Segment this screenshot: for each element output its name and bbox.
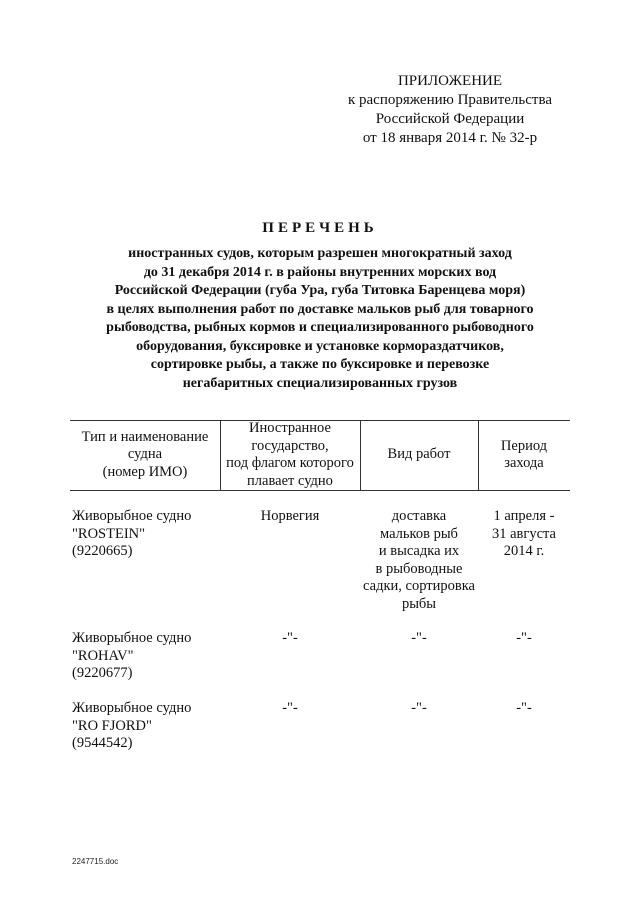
work-line: и высадка их xyxy=(378,543,460,559)
table-row-vessel xyxy=(72,700,220,753)
ditto-mark: -"- xyxy=(282,700,298,716)
annex-block xyxy=(340,72,560,148)
vessel-type: Живорыбное судно xyxy=(72,630,192,646)
vessel-imo: (9544542) xyxy=(72,735,133,751)
header-line: Период xyxy=(500,437,548,454)
period-line: 2014 г. xyxy=(503,543,545,559)
header-line: Иностранное xyxy=(249,420,331,436)
vessel-imo: (9220665) xyxy=(72,543,133,559)
work-line: доставка xyxy=(391,508,447,524)
vessel-name: "RO FJORD" xyxy=(72,717,152,734)
vessel-type: Живорыбное судно xyxy=(72,700,192,716)
table-row-work xyxy=(360,630,478,648)
header-period xyxy=(478,420,570,490)
header-vessel xyxy=(70,420,220,490)
header-line: (номер ИМО) xyxy=(102,463,188,480)
subtitle-line: иностранных судов, которым разрешен многократный заход xyxy=(128,246,512,261)
work-line: садки, сортировка xyxy=(363,578,475,594)
vessel-imo: (9220677) xyxy=(72,665,133,681)
annex-line: Российской Федерации xyxy=(375,111,525,127)
subtitle-line: в целях выполнения работ по доставке мальков рыб для товарного xyxy=(106,301,534,317)
subtitle-line: сортировке рыбы, а также по буксировке и перевозке xyxy=(150,357,490,372)
document-title: ПЕРЕЧЕНЬ xyxy=(262,220,378,236)
document-subtitle xyxy=(80,245,560,393)
ditto-mark: -"- xyxy=(516,700,532,716)
file-reference: 2247715.doc xyxy=(72,857,119,866)
table-row-period xyxy=(478,508,570,561)
table-row-state xyxy=(220,630,360,648)
ditto-mark: -"- xyxy=(516,630,532,646)
work-line: мальков рыб xyxy=(380,525,458,542)
header-line: судна xyxy=(127,446,163,463)
table-header-rule xyxy=(70,490,570,491)
period-line: 1 апреля - xyxy=(493,508,555,524)
table-row-work xyxy=(360,508,478,613)
table-row-state xyxy=(220,700,360,718)
subtitle-line: оборудования, буксировке и установке кормораздатчиков, xyxy=(136,338,504,354)
subtitle-line: до 31 декабря 2014 г. в районы внутренних морских вод xyxy=(143,264,497,280)
header-line: государство, xyxy=(251,437,329,454)
header-line: под флагом которого xyxy=(226,455,354,471)
header-flag-state xyxy=(220,420,360,490)
annex-date-number: от 18 января 2014 г. № 32-р xyxy=(362,130,538,146)
table-row-state xyxy=(220,508,360,526)
vessel-name: "ROSTEIN" xyxy=(72,525,146,542)
table-row-period xyxy=(478,700,570,718)
work-line: рыбы xyxy=(401,595,437,612)
annex-heading: ПРИЛОЖЕНИЕ xyxy=(397,73,503,89)
vessel-name: "ROHAV" xyxy=(72,647,134,664)
header-work-type xyxy=(360,420,478,490)
work-line: в рыбоводные xyxy=(375,560,463,577)
header-line: захода xyxy=(504,455,544,471)
annex-line: к распоряжению Правительства xyxy=(347,92,552,108)
header-line: Вид работ xyxy=(387,446,451,463)
table-row-period xyxy=(478,630,570,648)
ditto-mark: -"- xyxy=(282,630,298,646)
header-line: Тип и наименование xyxy=(81,428,209,445)
vessel-type: Живорыбное судно xyxy=(72,508,192,524)
subtitle-line: негабаритных специализированных грузов xyxy=(182,375,458,391)
table-row-vessel xyxy=(72,508,220,561)
subtitle-line: рыбоводства, рыбных кормов и специализированного рыбоводного xyxy=(106,320,534,335)
flag-state: Норвегия xyxy=(260,508,320,524)
table-row-work xyxy=(360,700,478,718)
ditto-mark: -"- xyxy=(411,700,427,716)
subtitle-line: Российской Федерации (губа Ура, губа Титовка Баренцева моря) xyxy=(114,283,526,298)
period-line: 31 августа xyxy=(492,525,556,542)
table-row-vessel xyxy=(72,630,220,683)
ditto-mark: -"- xyxy=(411,630,427,646)
header-line: плавает судно xyxy=(247,472,333,489)
